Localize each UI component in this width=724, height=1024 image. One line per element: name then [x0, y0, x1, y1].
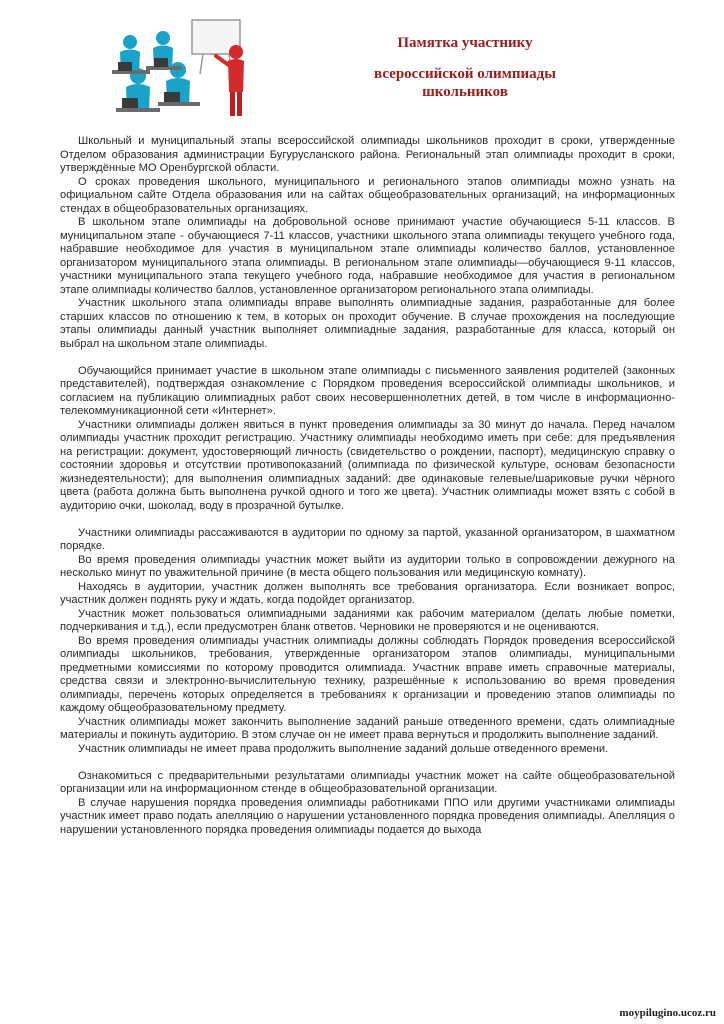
- paragraph-time-limit: Участник олимпиады не имеет права продолжить выполнение заданий дольше отведенного времени.: [78, 742, 609, 755]
- paragraph-requirements: Находясь в аудитории, участник должен выполнять все требования организатора. Если возникает вопрос, участник должен поднять руку и ждать, когда подойдет организатор.: [60, 580, 675, 606]
- paragraph-arrival: Участники олимпиады должен явиться в пункт проведения олимпиады за 30 минут до начала. Перед началом олимпиады участник проходит регистрацию. Участнику олимпиады необходимо иметь при себе: для предъявления на регистрации: документ, удостоверяющий личность (свидетельство о рождении, паспорт), медицинскую справку о состоянии здоровья и отсутствии противопоказаний (олимпиада по физической культуре, основам безопасности жизнедеятельности); для выполнения олимпиадных заданий: две одинаковые гелевые/шариковые ручки чёрного цвета (работа должна быть выполнена ручкой одного и того же цвета). Участник олимпиады может взять с собой в аудиторию очки, шоколад, воду в прозрачной бутылке.: [60, 418, 675, 512]
- paragraph-drafts: Участник может пользоваться олимпиадными заданиями как рабочим материалом (делать любые пометки, подчеркивания и т.д.), если предусмотрен бланк ответов. Черновики не проверяются и не оцениваются.: [60, 607, 675, 633]
- title-block: [330, 34, 600, 101]
- paragraph-parent-consent: Обучающийся принимает участие в школьном этапе олимпиады с письменного заявления родителей (законных представителей), подтверждая ознакомление с Порядком проведения всероссийской олимпиады школьников, и согласием на публикацию олимпиадных работ своих несовершеннолетних детей, в том числе в информационно-телекоммуникационной сети «Интернет».: [60, 364, 675, 417]
- paragraph-results: Ознакомиться с предварительными результатами олимпиады участник может на сайте общеобразовательной организации или на информационном стенде в общеобразовательной организации.: [60, 769, 675, 795]
- memo-body: [60, 135, 675, 837]
- title-line-2: всероссийской олимпиады: [374, 66, 556, 82]
- paragraph-early-finish: Участник олимпиады может закончить выполнение заданий раньше отведенного времени, сдать олимпиадные материалы и покинуть аудиторию. В этом случае он не имеет права вернуться и продолжить выполнение заданий.: [60, 715, 675, 741]
- title-line-3: школьников: [422, 84, 508, 100]
- paragraph-dates-info: О сроках проведения школьного, муниципального и регионального этапов олимпиады можно узнать на официальном сайте Отдела образования или на сайтах общеобразовательных организаций, на информационных стендах в общеобразовательных организациях.: [60, 175, 675, 215]
- classroom-illustration-icon: [108, 14, 258, 124]
- paragraph-seating: Участники олимпиады рассаживаются в аудитории по одному за партой, указанной организатором, в шахматном порядке.: [60, 526, 675, 552]
- header: [0, 0, 724, 130]
- site-watermark: moypilugino.ucoz.ru: [619, 1007, 716, 1019]
- paragraph-rules: Во время проведения олимпиады участник олимпиады должны соблюдать Порядок проведения всероссийской олимпиады школьников, требования, утвержденные организатором этапов олимпиады, муниципальными предметными комиссиями по которому проводится олимпиада. Участник вправе иметь справочные материалы, средства связи и электронно-вычислительную технику, разрешённые к использованию во время проведения олимпиады, перечень которых определяется в требованиях к организации и проведению этапов олимпиады по каждому общеобразовательному предмету.: [60, 634, 675, 714]
- paragraph-leaving: Во время проведения олимпиады участник может выйти из аудитории только в сопровождении дежурного на несколько минут по уважительной причине (в места общего пользования или медицинскую комнату).: [60, 553, 675, 579]
- title-line-1: Памятка участнику: [397, 35, 533, 51]
- paragraph-older-tasks: Участник школьного этапа олимпиады вправе выполнять олимпиадные задания, разработанные для более старших классов по отношению к тем, в которых он проходит обучение. В случае прохождения на последующие этапы олимпиады данный участник выполняет олимпиадные задания, разработанные для класса, который он выбрал на школьном этапе олимпиады.: [60, 297, 675, 350]
- paragraph-participants: В школьном этапе олимпиады на добровольной основе принимают участие обучающиеся 5-11 классов. В муниципальном этапе - обучающиеся 7-11 классов, участники школьного этапа олимпиады текущего учебного года, набравшие необходимое для участия в муниципальном этапе олимпиады количество баллов, установленное организатором муниципального этапа олимпиады. В региональном этапе олимпиады—обучающиеся 9-11 классов, участники муниципального этапа текущего учебного года, набравшие необходимое для участия в региональном этапе олимпиады количество баллов, установленное организатором регионального этапа олимпиады.: [60, 216, 675, 296]
- paragraph-appeal: В случае нарушения порядка проведения олимпиады работниками ППО или другими участниками олимпиады участник имеет право подать апелляцию о нарушении установленного порядка проведения олимпиады. Апелляция о нарушении установленного порядка проведения олимпиады подается до выхода: [60, 796, 675, 836]
- paragraph-stages-dates: Школьный и муниципальный этапы всероссийской олимпиады школьников проходит в сроки, утвержденные Отделом образования администрации Бугурусланского района. Региональный этап олимпиады проходит в сроки, утверждённые МО Оренбургской области.: [60, 135, 675, 174]
